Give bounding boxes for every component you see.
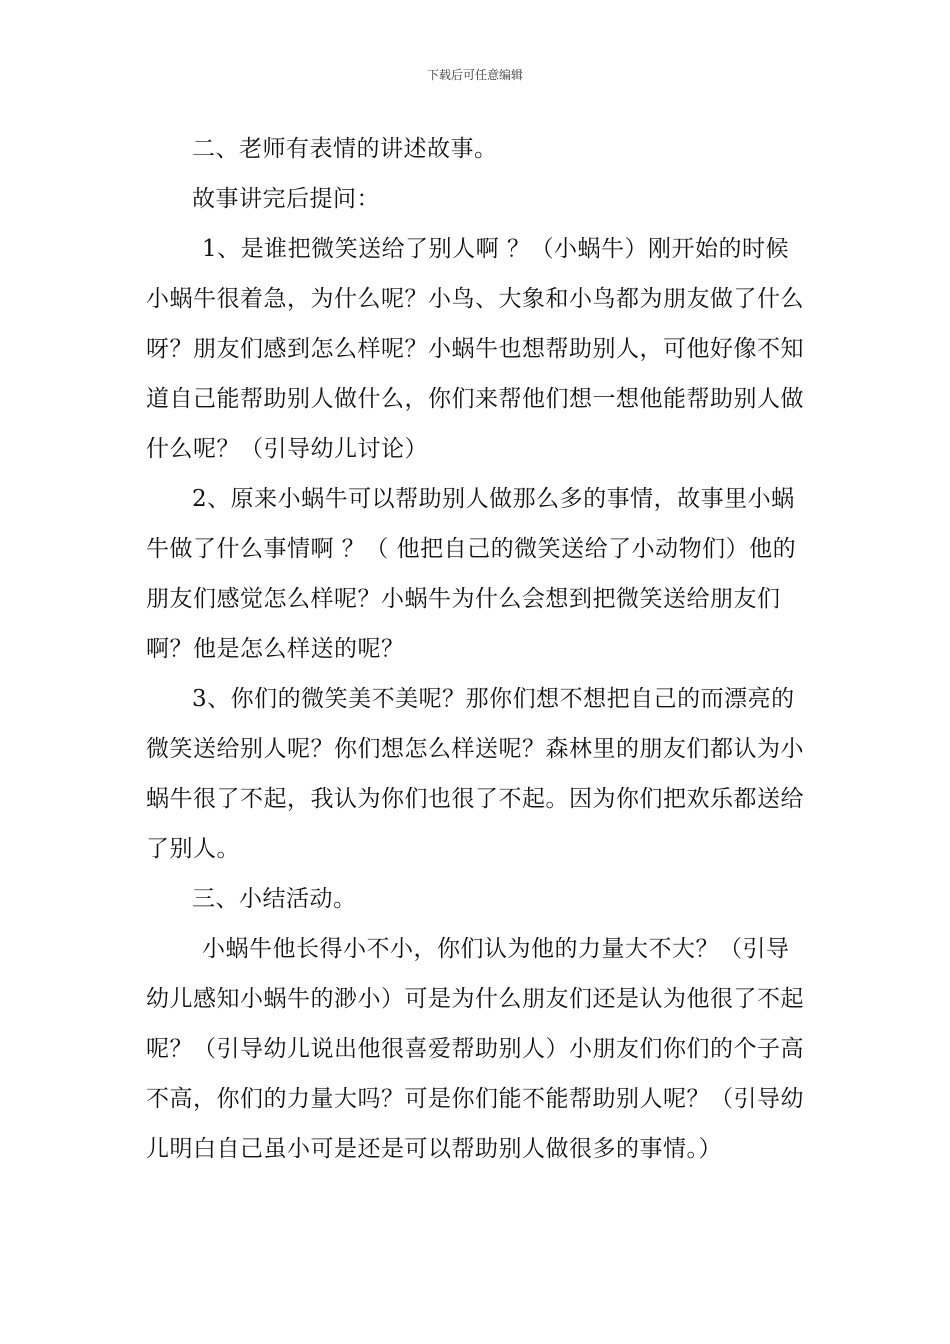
question-3: 3、你们的微笑美不美呢？那你们想不想把自己的而漂亮的微笑送给别人呢？你们想怎么样送呢？森林里的朋友们都认为小蜗牛很了不起，我认为你们也很了不起。因为你们把欢乐都送给了别人。 xyxy=(146,686,804,862)
page-header: 下载后可任意编辑 xyxy=(426,68,523,82)
section-heading-summary: 三、小结活动。 xyxy=(192,886,357,912)
questions-intro: 故事讲完后提问： xyxy=(192,186,380,212)
question-2: 2、原来小蜗牛可以帮助别人做那么多的事情，故事里小蜗牛做了什么事情啊 ？（ 他把自己的微笑送给了小动物们）他的朋友们感觉怎么样呢？小蜗牛为什么会想到把微笑送给朋友们啊？他是怎么样送的呢？ xyxy=(146,486,797,662)
summary-paragraph: 小蜗牛他长得小不小，你们认为他的力量大不大？（引导幼儿感知小蜗牛的渺小）可是为什么朋友们还是认为他很了不起呢？（引导幼儿说出他很喜爱帮助别人）小朋友们你们的个子高不高，你们的力量大吗？可是你们能不能帮助别人呢？（引导幼儿明白自己虽小可是还是可以帮助别人做很多的事情。） xyxy=(146,936,804,1162)
section-heading-story: 二、老师有表情的讲述故事。 xyxy=(192,136,498,162)
document-body xyxy=(146,124,806,1174)
question-1: 1、是谁把微笑送给了别人啊 ？（小蜗牛）刚开始的时候小蜗牛很着急，为什么呢？小鸟、大象和小鸟都为朋友做了什么呀？朋友们感到怎么样呢？小蜗牛也想帮助别人，可他好像不知道自己能帮助别人做什么，你们来帮他们想一想他能帮助别人做什么呢？（引导幼儿讨论） xyxy=(146,236,804,462)
